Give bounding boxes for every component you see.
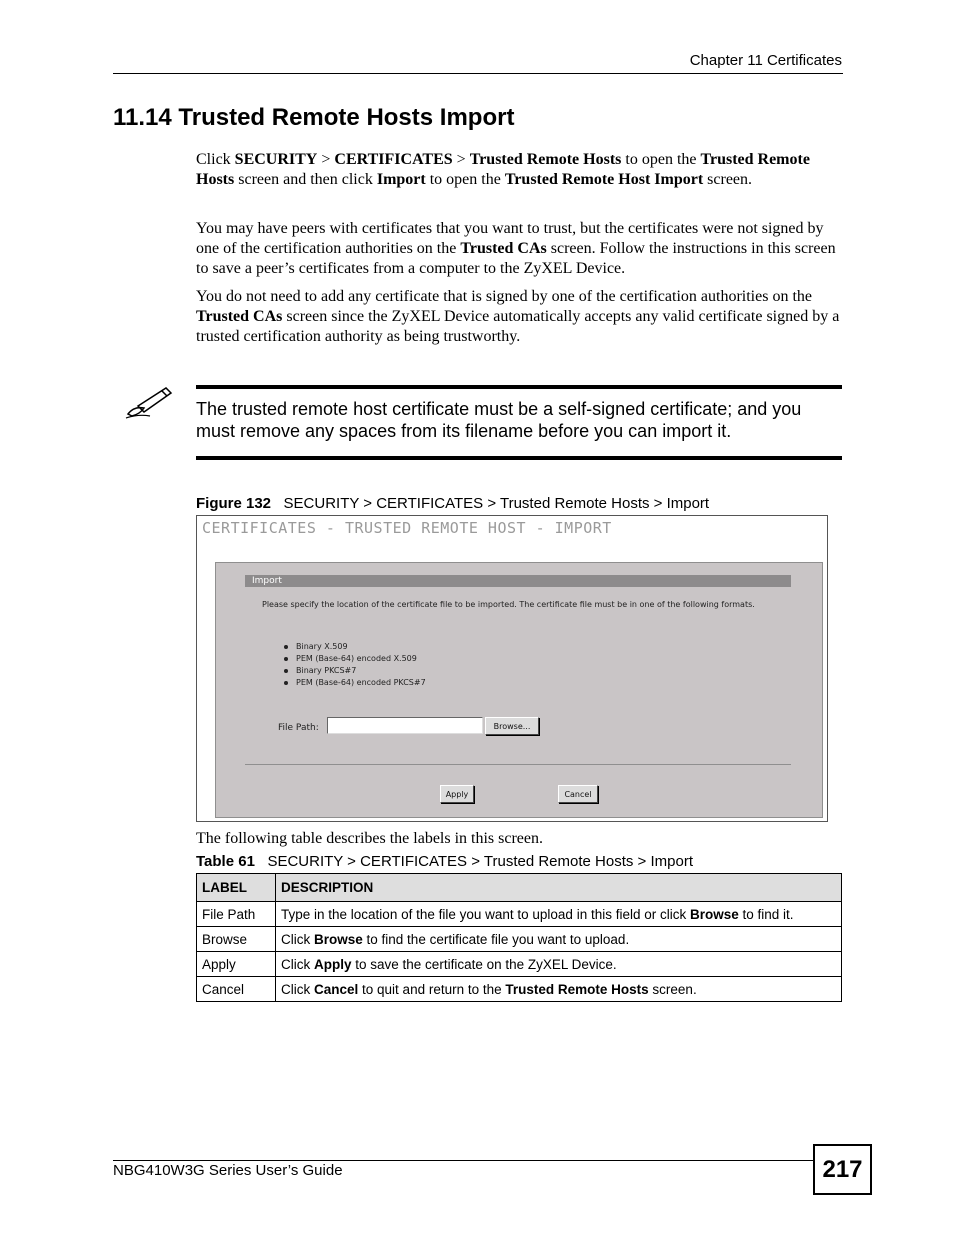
table-caption-text: SECURITY > CERTIFICATES > Trusted Remote Hosts > Import [267, 853, 693, 870]
cancel-button[interactable]: Cancel [558, 785, 598, 803]
list-item: Binary X.509 [296, 641, 426, 653]
format-list [296, 641, 426, 689]
table-row [197, 927, 842, 952]
file-path-label: File Path: [278, 723, 319, 733]
intro-paragraph: Click SECURITY > CERTIFICATES > Trusted Remote Hosts to open the Trusted Remote Hosts screen and then click Import to open the Trusted Remote Host Import screen. [196, 151, 810, 188]
peers-paragraph: You may have peers with certificates that you want to trust, but the certificates were not signed by one of the certification authorities on the Trusted CAs screen. Follow the instructions in this screen to save a peer’s certificates from a computer to the ZyXEL Device. [196, 220, 836, 277]
apply-button[interactable]: Apply [440, 785, 474, 803]
trusted-cas-paragraph: You do not need to add any certificate that is signed by one of the certification authorities on the Trusted CAs screen since the ZyXEL Device automatically accepts any valid certificate signed by a trusted certification authority as being trustworthy. [196, 288, 840, 345]
label-description-table [196, 873, 842, 1002]
row-description: Click Cancel to quit and return to the Trusted Remote Hosts screen. [276, 977, 842, 1002]
table-row [197, 902, 842, 927]
note-text: The trusted remote host certificate must be a self-signed certificate; and you must remove any spaces from its filename before you can import it. [196, 399, 802, 441]
import-instructions: Please specify the location of the certificate file to be imported. The certificate file must be in one of the following formats. [262, 600, 755, 609]
import-panel [215, 562, 823, 818]
row-description: Type in the location of the file you want to upload in this field or click Browse to find it. [276, 902, 842, 927]
table-row [197, 977, 842, 1002]
import-panel-header-label: Import [252, 576, 282, 586]
list-item: PEM (Base-64) encoded PKCS#7 [296, 678, 426, 687]
row-label: Browse [197, 927, 276, 952]
figure-caption-text: SECURITY > CERTIFICATES > Trusted Remote Hosts > Import [283, 495, 710, 512]
table-intro: The following table describes the labels in this screen. [196, 830, 544, 847]
table-number: Table 61 [196, 853, 255, 870]
figure-number: Figure 132 [196, 495, 272, 512]
list-item: Binary PKCS#7 [296, 665, 426, 677]
footer-divider [113, 1160, 813, 1161]
panel-divider [245, 764, 791, 765]
header-divider [113, 73, 843, 74]
browse-button[interactable]: Browse... [485, 717, 539, 735]
file-path-input[interactable] [327, 717, 483, 734]
note-top-rule [196, 385, 842, 389]
row-label: Cancel [197, 977, 276, 1002]
note-bottom-rule [196, 456, 842, 460]
row-label: File Path [197, 902, 276, 927]
table-row [197, 952, 842, 977]
page-number: 217 [813, 1144, 872, 1195]
list-item: PEM (Base-64) encoded X.509 [296, 653, 426, 665]
figure-caption [196, 495, 709, 512]
row-description: Click Apply to save the certificate on the ZyXEL Device. [276, 952, 842, 977]
row-label: Apply [197, 952, 276, 977]
import-panel-header [245, 575, 791, 587]
table-caption [196, 853, 693, 870]
table-header-row [197, 874, 842, 902]
label-column-header: LABEL [197, 874, 276, 902]
guide-title: NBG410W3G Series User’s Guide [113, 1162, 343, 1179]
row-description: Click Browse to find the certificate file you want to upload. [276, 927, 842, 952]
import-screenshot [196, 515, 828, 822]
description-column-header: DESCRIPTION [276, 874, 842, 902]
chapter-header: Chapter 11 Certificates [689, 52, 842, 69]
screen-title: CERTIFICATES - TRUSTED REMOTE HOST - IMPORT [202, 519, 612, 537]
section-title: 11.14 Trusted Remote Hosts Import [113, 104, 515, 131]
note-pencil-icon [124, 384, 174, 420]
